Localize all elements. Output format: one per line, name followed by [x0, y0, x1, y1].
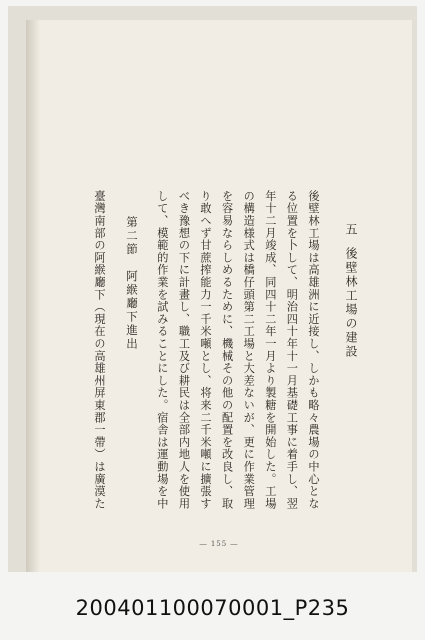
image-caption: 200401100070001_P235 [75, 596, 350, 620]
subsection-heading [124, 216, 140, 356]
section-body: 後壁林工場は高雄洲に近接し、しかも略々農場の中心となる位置を卜して、明治四十年十一月基礎工事に着手し、翌年十二月竣成、同四十二年一月より製糖を開始した。工場の構造様式は橋仔頭第二工場と大差ないが、更に作業管理を容易ならしめるために、機械その他の配置を改良し、取り敢へず甘蔗搾能力一千米噸とし、将来二千米噸に擴張すべき豫想の下に計畫し、職工及び耕民は全部内地人を使用して、模範的作業を試みることにした。宿舎は運動場を中 [155, 190, 320, 510]
section-heading [343, 223, 360, 359]
page-number: ― 155 ― [199, 540, 239, 548]
subsection-body: 臺灣南部の阿緱廳下（現在の高雄州屏東郡一帶）は廣漠た [93, 190, 106, 510]
subsection-label: 第二節 [125, 216, 139, 257]
subsection-title: 阿緱廳下進出 [125, 270, 139, 351]
page-gutter-shadow [26, 20, 40, 572]
book-page [26, 20, 412, 572]
scan-frame [8, 6, 417, 572]
section-number: 五 [344, 223, 358, 237]
section-title: 後壁林工場の建設 [344, 247, 358, 359]
